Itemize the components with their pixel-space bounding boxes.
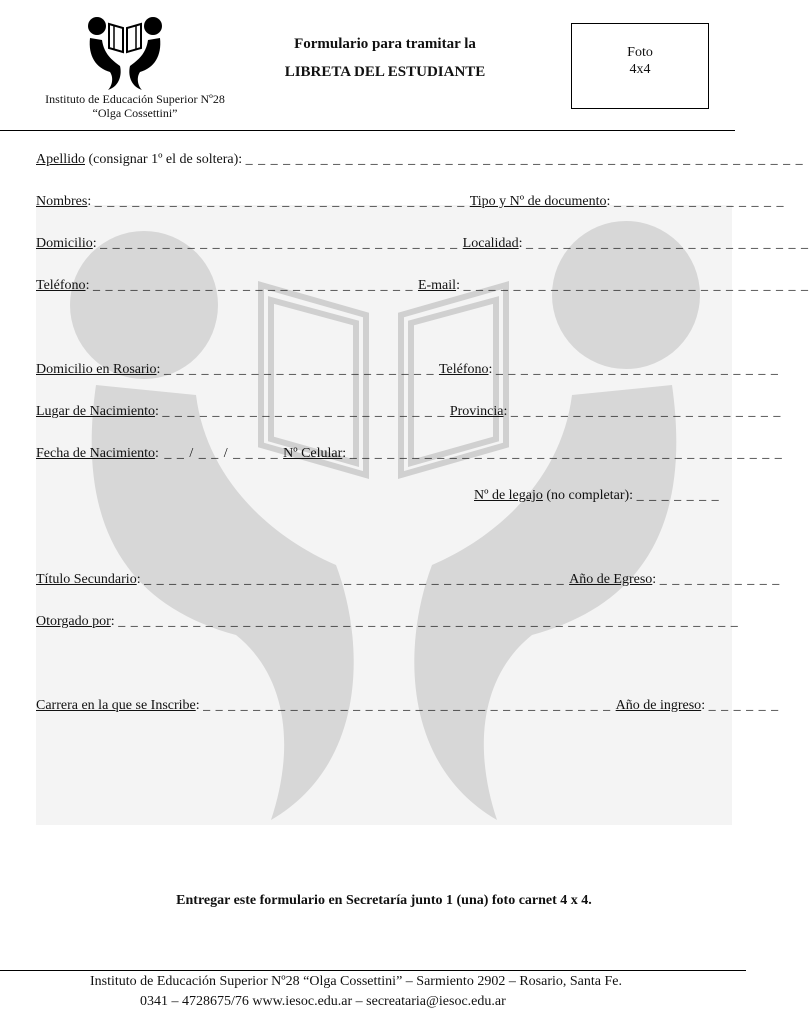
label-titulo: Título Secundario	[36, 572, 137, 587]
row-legajo	[474, 487, 720, 505]
nombres-field[interactable]: _ _ _ _ _ _ _ _ _ _ _ _ _ _ _ _ _ _ _ _ _ _ _ _ _ _ _ _ _ _	[94, 194, 470, 209]
celular-field[interactable]: _ _ _ _ _ _ _ _ _ _ _ _ _ _ _ _ _ _ _ _ _ _ _ _ _ _ _ _ _ _ _ _ _ _ _	[349, 446, 783, 461]
form-title-line1: Formulario para tramitar la	[294, 36, 476, 52]
header-divider	[0, 130, 735, 131]
institute-logo-icon	[86, 16, 164, 90]
carrera-field[interactable]: _ _ _ _ _ _ _ _ _ _ _ _ _ _ _ _ _ _ _ _ _ _ _ _ _ _ _ _ _ _ _ _ _	[203, 698, 616, 713]
documento-field[interactable]: _ _ _ _ _ _ _ _ _ _ _ _ _ _	[613, 194, 785, 209]
label-apellido: Apellido	[36, 152, 85, 167]
telefono-field[interactable]: _ _ _ _ _ _ _ _ _ _ _ _ _ _ _ _ _ _ _ _ _ _ _ _ _ _	[92, 278, 418, 293]
label-email: E-mail	[417, 278, 457, 293]
footer-contact: 0341 – 4728675/76 www.iesoc.edu.ar – secreataria@iesoc.edu.ar	[140, 994, 506, 1009]
label-carrera: Carrera en la que se Inscribe	[36, 698, 196, 713]
domicilio-rosario-field[interactable]: _ _ _ _ _ _ _ _ _ _ _ _ _ _ _ _ _ _ _ _ _ _	[163, 362, 439, 377]
fecha-nacimiento-field[interactable]: : _ _ / _ _ / _ _ _ _	[154, 446, 284, 461]
localidad-field[interactable]: _ _ _ _ _ _ _ _ _ _ _ _ _ _ _ _ _ _ _ _ _ _ _	[526, 236, 809, 251]
row-lugar-nacimiento: Lugar de Nacimiento: _ _ _ _ _ _ _ _ _ _ _ _ _ _ _ _ _ _ _ _ _ _ _ Provincia: _ _ _ _ _ _ _ _ _ _ _ _ _ _ _ _ _ _ _ _ _ _	[36, 404, 782, 419]
row-apellido	[36, 151, 804, 169]
telefono-2-field[interactable]: _ _ _ _ _ _ _ _ _ _ _ _ _ _ _ _ _ _ _ _ _ _ _	[495, 362, 779, 377]
email-field[interactable]: _ _ _ _ _ _ _ _ _ _ _ _ _ _ _ _ _ _ _ _ _ _ _ _ _ _ _ _	[463, 278, 809, 293]
label-anio-ingreso: Año de ingreso	[615, 698, 702, 713]
row-nombres: Nombres: _ _ _ _ _ _ _ _ _ _ _ _ _ _ _ _ _ _ _ _ _ _ _ _ _ _ _ _ _ _ Tipo y Nº de documento: _ _ _ _ _ _ _ _ _ _ _ _ _ _	[36, 194, 785, 209]
label-otorgado: Otorgado por	[36, 614, 111, 629]
label-legajo: Nº de legajo	[474, 488, 543, 503]
anio-egreso-field[interactable]: _ _ _ _ _ _ _ _ _ _	[659, 572, 781, 587]
label-localidad: Localidad	[462, 236, 519, 251]
label-lugar-nacimiento: Lugar de Nacimiento	[36, 404, 155, 419]
label-tipo-doc: Tipo y Nº de documento	[469, 194, 607, 209]
label-domicilio: Domicilio	[36, 236, 93, 251]
footer-divider	[0, 970, 746, 971]
footer-address: Instituto de Educación Superior Nº28 “Olga Cossettini” – Sarmiento 2902 – Rosario, Santa Fe.	[90, 974, 622, 989]
lugar-nacimiento-field[interactable]: _ _ _ _ _ _ _ _ _ _ _ _ _ _ _ _ _ _ _ _ _ _ _	[162, 404, 450, 419]
institute-subname: “Olga Cossettini”	[92, 106, 178, 120]
row-domicilio-rosario: Domicilio en Rosario: _ _ _ _ _ _ _ _ _ _ _ _ _ _ _ _ _ _ _ _ _ _ Teléfono: _ _ _ _ _ _ _ _ _ _ _ _ _ _ _ _ _ _ _ _ _ _ _	[36, 362, 779, 377]
label-telefono-2: Teléfono	[438, 362, 489, 377]
titulo-field[interactable]: _ _ _ _ _ _ _ _ _ _ _ _ _ _ _ _ _ _ _ _ _ _ _ _ _ _ _ _ _ _ _ _ _ _	[144, 572, 570, 587]
label-celular: Nº Celular	[283, 446, 343, 461]
anio-ingreso-field[interactable]: _ _ _ _ _ _	[708, 698, 780, 713]
row-otorgado: Otorgado por: _ _ _ _ _ _ _ _ _ _ _ _ _ _ _ _ _ _ _ _ _ _ _ _ _ _ _ _ _ _ _ _ _ _ _ _ _ _ _ _ _ _ _ _ _ _ _ _ _ _	[36, 614, 739, 629]
row-telefono: Teléfono: _ _ _ _ _ _ _ _ _ _ _ _ _ _ _ _ _ _ _ _ _ _ _ _ _ _ E-mail: _ _ _ _ _ _ _ _ _ _ _ _ _ _ _ _ _ _ _ _ _ _ _ _ _ _ _ _	[36, 278, 809, 293]
watermark-logo-icon	[36, 205, 732, 825]
label-provincia: Provincia	[449, 404, 504, 419]
photo-size: 4x4	[629, 62, 651, 77]
photo-label: Foto	[627, 45, 653, 60]
apellido-field[interactable]: _ _ _ _ _ _ _ _ _ _ _ _ _ _ _ _ _ _ _ _ _ _ _ _ _ _ _ _ _ _ _ _ _ _ _ _ _ _ _ _ _ _ _ _ _	[245, 152, 804, 167]
row-domicilio: Domicilio: _ _ _ _ _ _ _ _ _ _ _ _ _ _ _ _ _ _ _ _ _ _ _ _ _ _ _ _ _ Localidad: _ _ _ _ _ _ _ _ _ _ _ _ _ _ _ _ _ _ _ _ _ _ _	[36, 236, 809, 251]
provincia-field[interactable]: _ _ _ _ _ _ _ _ _ _ _ _ _ _ _ _ _ _ _ _ _ _	[510, 404, 782, 419]
label-domicilio-rosario: Domicilio en Rosario	[36, 362, 157, 377]
label-anio-egreso: Año de Egreso	[569, 572, 653, 587]
row-carrera: Carrera en la que se Inscribe: _ _ _ _ _ _ _ _ _ _ _ _ _ _ _ _ _ _ _ _ _ _ _ _ _ _ _ _ _ _ _ _ _ Año de ingreso: _ _ _ _ _ _	[36, 698, 780, 713]
submission-note: Entregar este formulario en Secretaría junto 1 (una) foto carnet 4 x 4.	[176, 893, 592, 908]
label-apellido-note: (consignar 1º el de soltera):	[85, 152, 246, 167]
otorgado-field[interactable]: _ _ _ _ _ _ _ _ _ _ _ _ _ _ _ _ _ _ _ _ _ _ _ _ _ _ _ _ _ _ _ _ _ _ _ _ _ _ _ _ _ _ _ _ _ _ _ _ _ _	[118, 614, 739, 629]
row-titulo: Título Secundario: _ _ _ _ _ _ _ _ _ _ _ _ _ _ _ _ _ _ _ _ _ _ _ _ _ _ _ _ _ _ _ _ _ _ Año de Egreso: _ _ _ _ _ _ _ _ _ _	[36, 572, 781, 587]
form-title-line2: LIBRETA DEL ESTUDIANTE	[284, 64, 486, 80]
photo-box	[571, 23, 709, 109]
legajo-field: _ _ _ _ _ _ _	[636, 488, 720, 503]
label-fecha-nacimiento: Fecha de Nacimiento	[36, 446, 155, 461]
label-legajo-note: (no completar):	[542, 488, 637, 503]
institute-name: Instituto de Educación Superior Nº28	[45, 92, 225, 106]
row-fecha-nacimiento: Fecha de Nacimiento: _ _ / _ _ / _ _ _ _ Nº Celular: _ _ _ _ _ _ _ _ _ _ _ _ _ _ _ _ _ _ _ _ _ _ _ _ _ _ _ _ _ _ _ _ _ _ _	[36, 446, 783, 461]
label-nombres: Nombres	[36, 194, 88, 209]
domicilio-field[interactable]: _ _ _ _ _ _ _ _ _ _ _ _ _ _ _ _ _ _ _ _ _ _ _ _ _ _ _ _ _	[100, 236, 463, 251]
label-telefono: Teléfono	[36, 278, 86, 293]
